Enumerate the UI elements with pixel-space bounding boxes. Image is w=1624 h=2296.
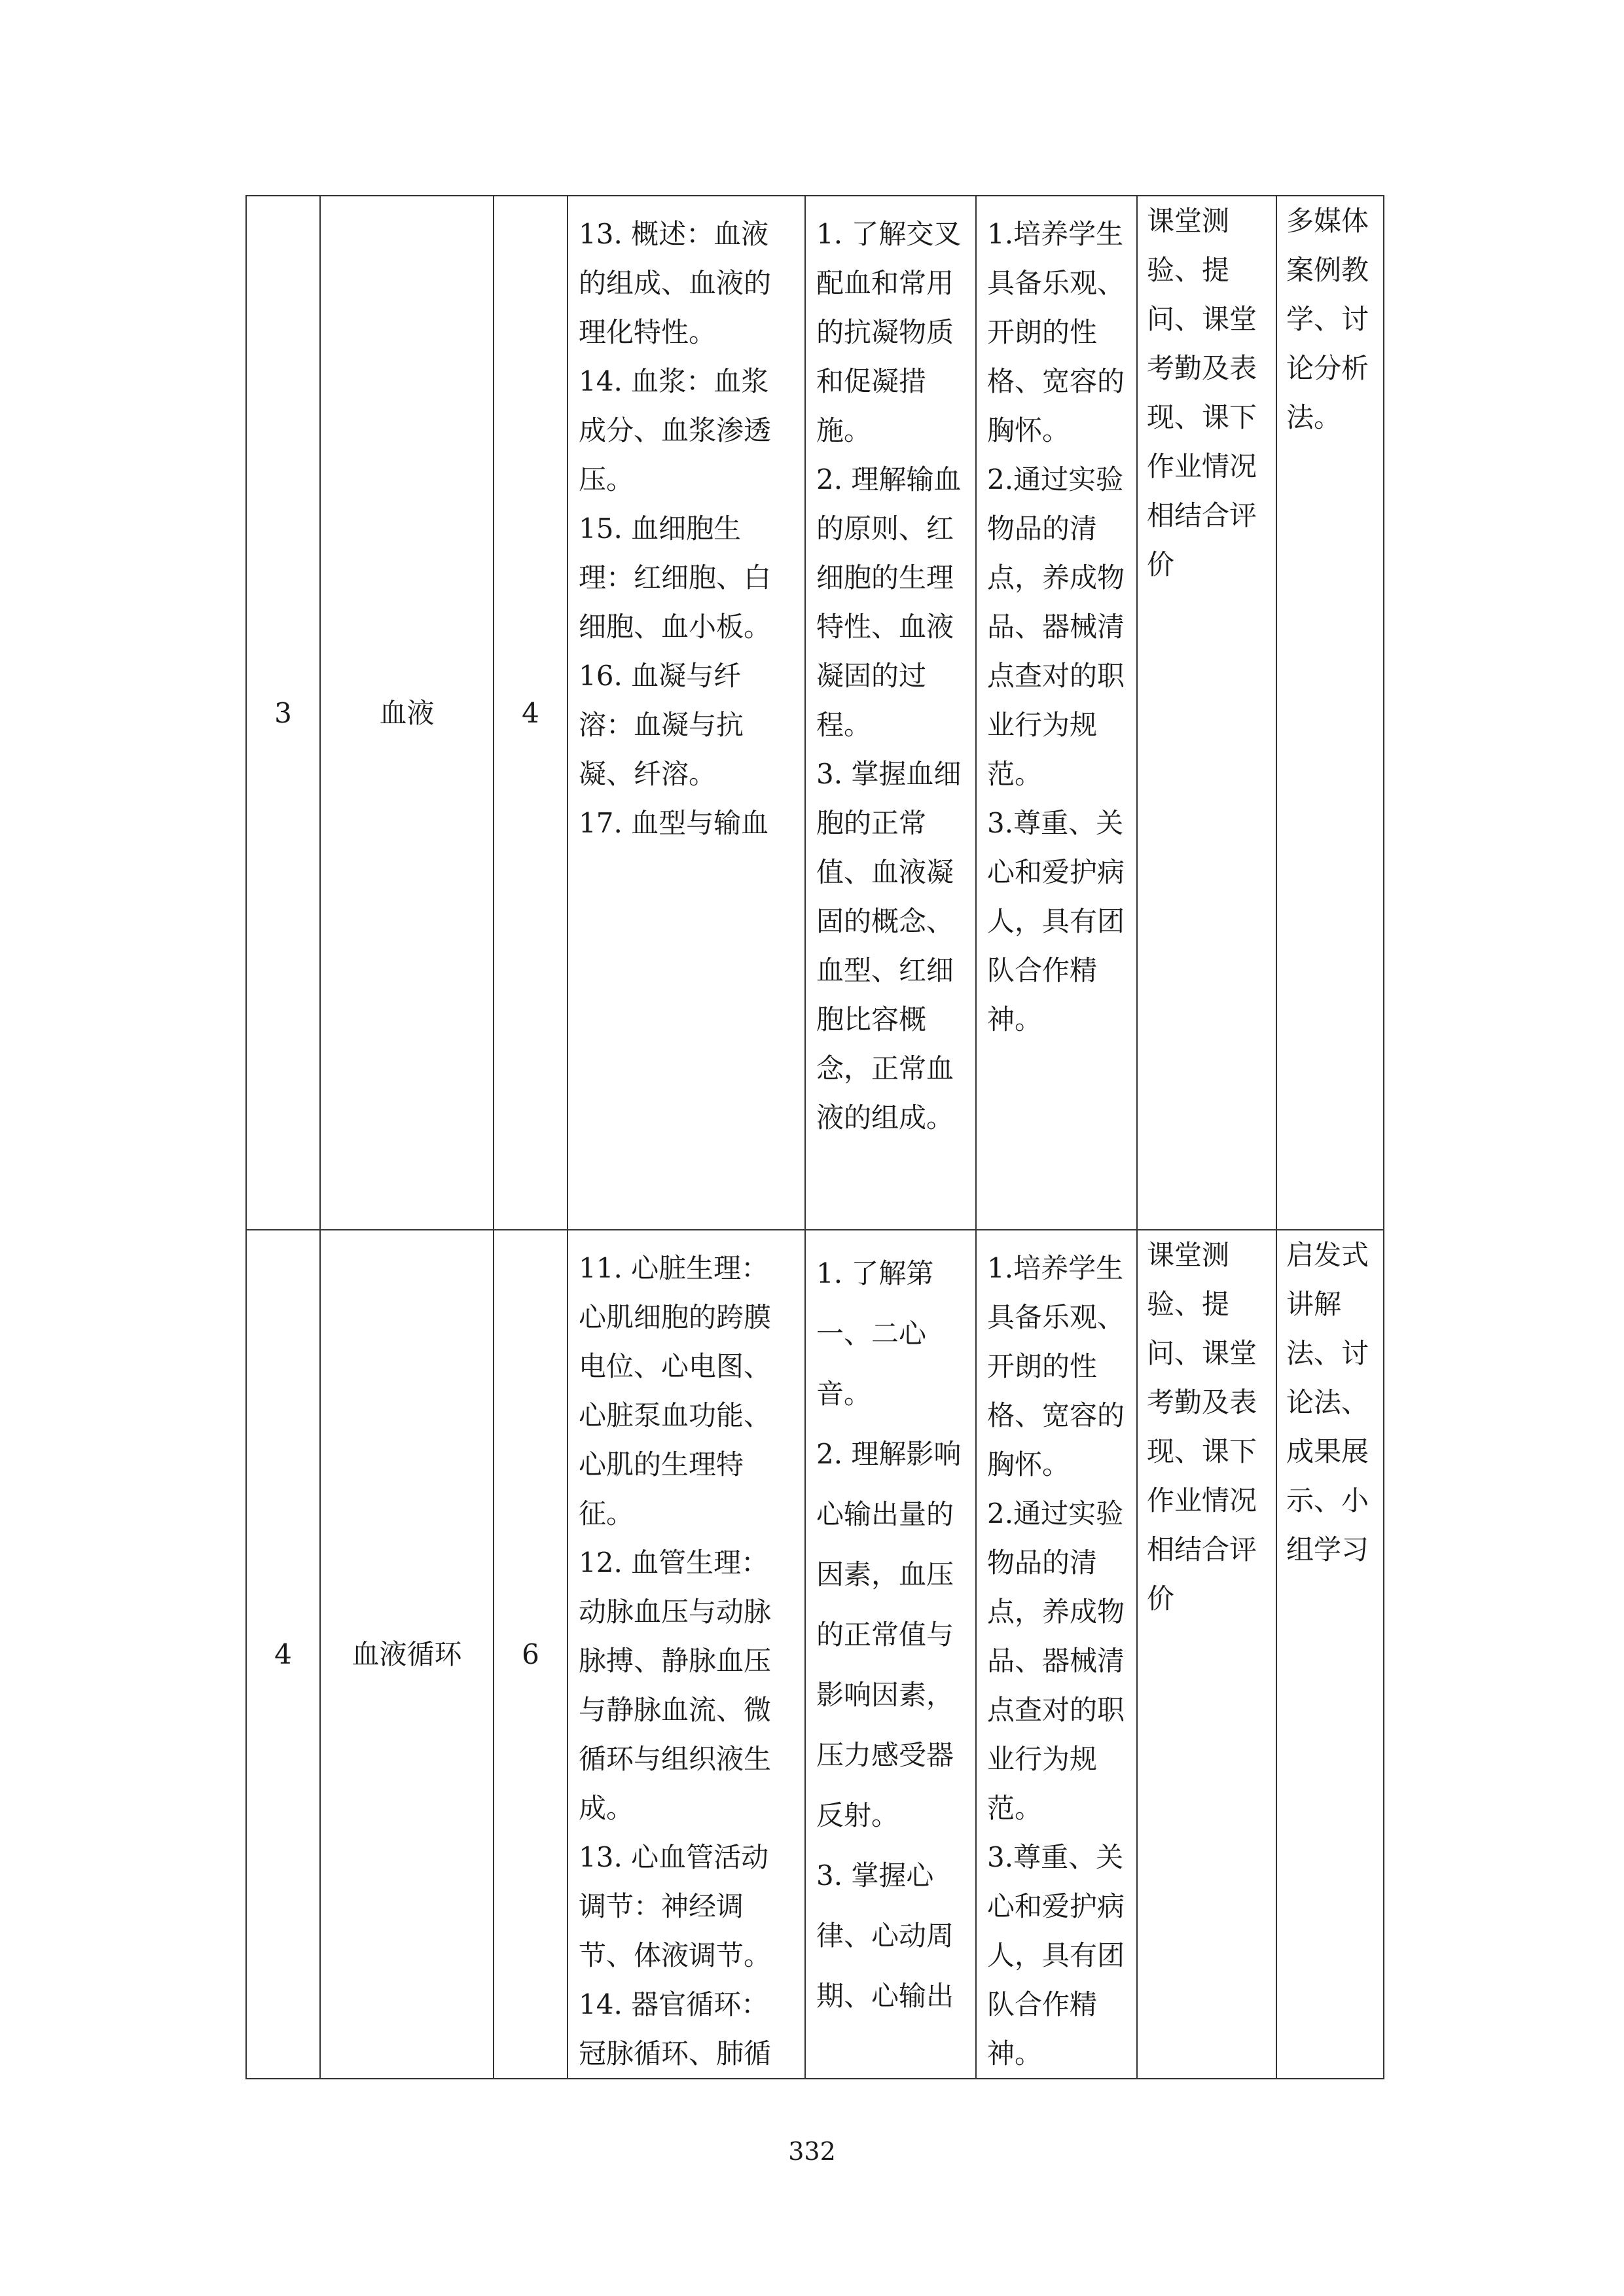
assessment-method-text: 课堂测验、提问、课堂考勤及表现、课下作业情况相结合评价 <box>1147 1239 1257 1615</box>
knowledge-objectives-text: 1. 了解第一、二心音。 2. 理解影响心输出量的因素，血压的正常值与影响因素，压力感受器反射。 3. 掌握心律、心动周期、心输出 <box>816 1257 962 2012</box>
quality-objectives <box>976 1230 1137 2079</box>
chapter-title: 血液 <box>320 196 494 1230</box>
teaching-method-text: 多媒体案例教学、讨论分析法。 <box>1286 205 1369 433</box>
knowledge-objectives-text: 1. 了解交叉配血和常用的抗凝物质和促凝措施。 2. 理解输血的原则、红细胞的生理特性、血液凝固的过程。 3. 掌握血细胞的正常值、血液凝固的概念、血型、红细胞比容概念，正常血液的组成。 <box>816 218 962 1134</box>
knowledge-objectives <box>805 1230 976 2079</box>
quality-objectives-text: 1.培养学生具备乐观、开朗的性格、宽容的胸怀。 2.通过实验物品的清点，养成物品、器械清点查对的职业行为规范。 3.尊重、关心和爱护病人，具有团队合作精神。 <box>987 1252 1125 2070</box>
syllabus-table <box>245 195 1384 2079</box>
table-row <box>246 1230 1384 2079</box>
chapter-title: 血液循环 <box>320 1230 494 2079</box>
knowledge-objectives <box>805 196 976 1230</box>
teaching-content-text: 13. 概述：血液的组成、血液的理化特性。 14. 血浆：血浆成分、血浆渗透压。 15. 血细胞生理：红细胞、白细胞、血小板。 16. 血凝与纤溶：血凝与抗凝、纤溶。 17. 血型与输血 <box>579 218 772 839</box>
row-number: 3 <box>246 196 320 1230</box>
assessment-method <box>1137 196 1276 1230</box>
quality-objectives-text: 1.培养学生具备乐观、开朗的性格、宽容的胸怀。 2.通过实验物品的清点，养成物品、器械清点查对的职业行为规范。 3.尊重、关心和爱护病人，具有团队合作精神。 <box>987 218 1125 1035</box>
class-hours: 4 <box>494 196 568 1230</box>
teaching-content-text: 11. 心脏生理：心肌细胞的跨膜电位、心电图、心脏泵血功能、心肌的生理特征。 12. 血管生理：动脉血压与动脉脉搏、静脉血压与静脉血流、微循环与组织液生成。 13. 心血管活动调节：神经调节、体液调节。 14. 器官循环：冠脉循环、肺循 <box>579 1252 772 2070</box>
teaching-content <box>568 1230 805 2079</box>
page-number: 332 <box>788 2137 836 2166</box>
row-number: 4 <box>246 1230 320 2079</box>
assessment-method <box>1137 1230 1276 2079</box>
teaching-content <box>568 196 805 1230</box>
assessment-method-text: 课堂测验、提问、课堂考勤及表现、课下作业情况相结合评价 <box>1147 205 1257 581</box>
teaching-method-text: 启发式讲解法、讨论法、成果展示、小组学习 <box>1286 1239 1369 1566</box>
quality-objectives <box>976 196 1137 1230</box>
table-row <box>246 196 1384 1230</box>
teaching-method <box>1276 1230 1384 2079</box>
teaching-method <box>1276 196 1384 1230</box>
class-hours: 6 <box>494 1230 568 2079</box>
